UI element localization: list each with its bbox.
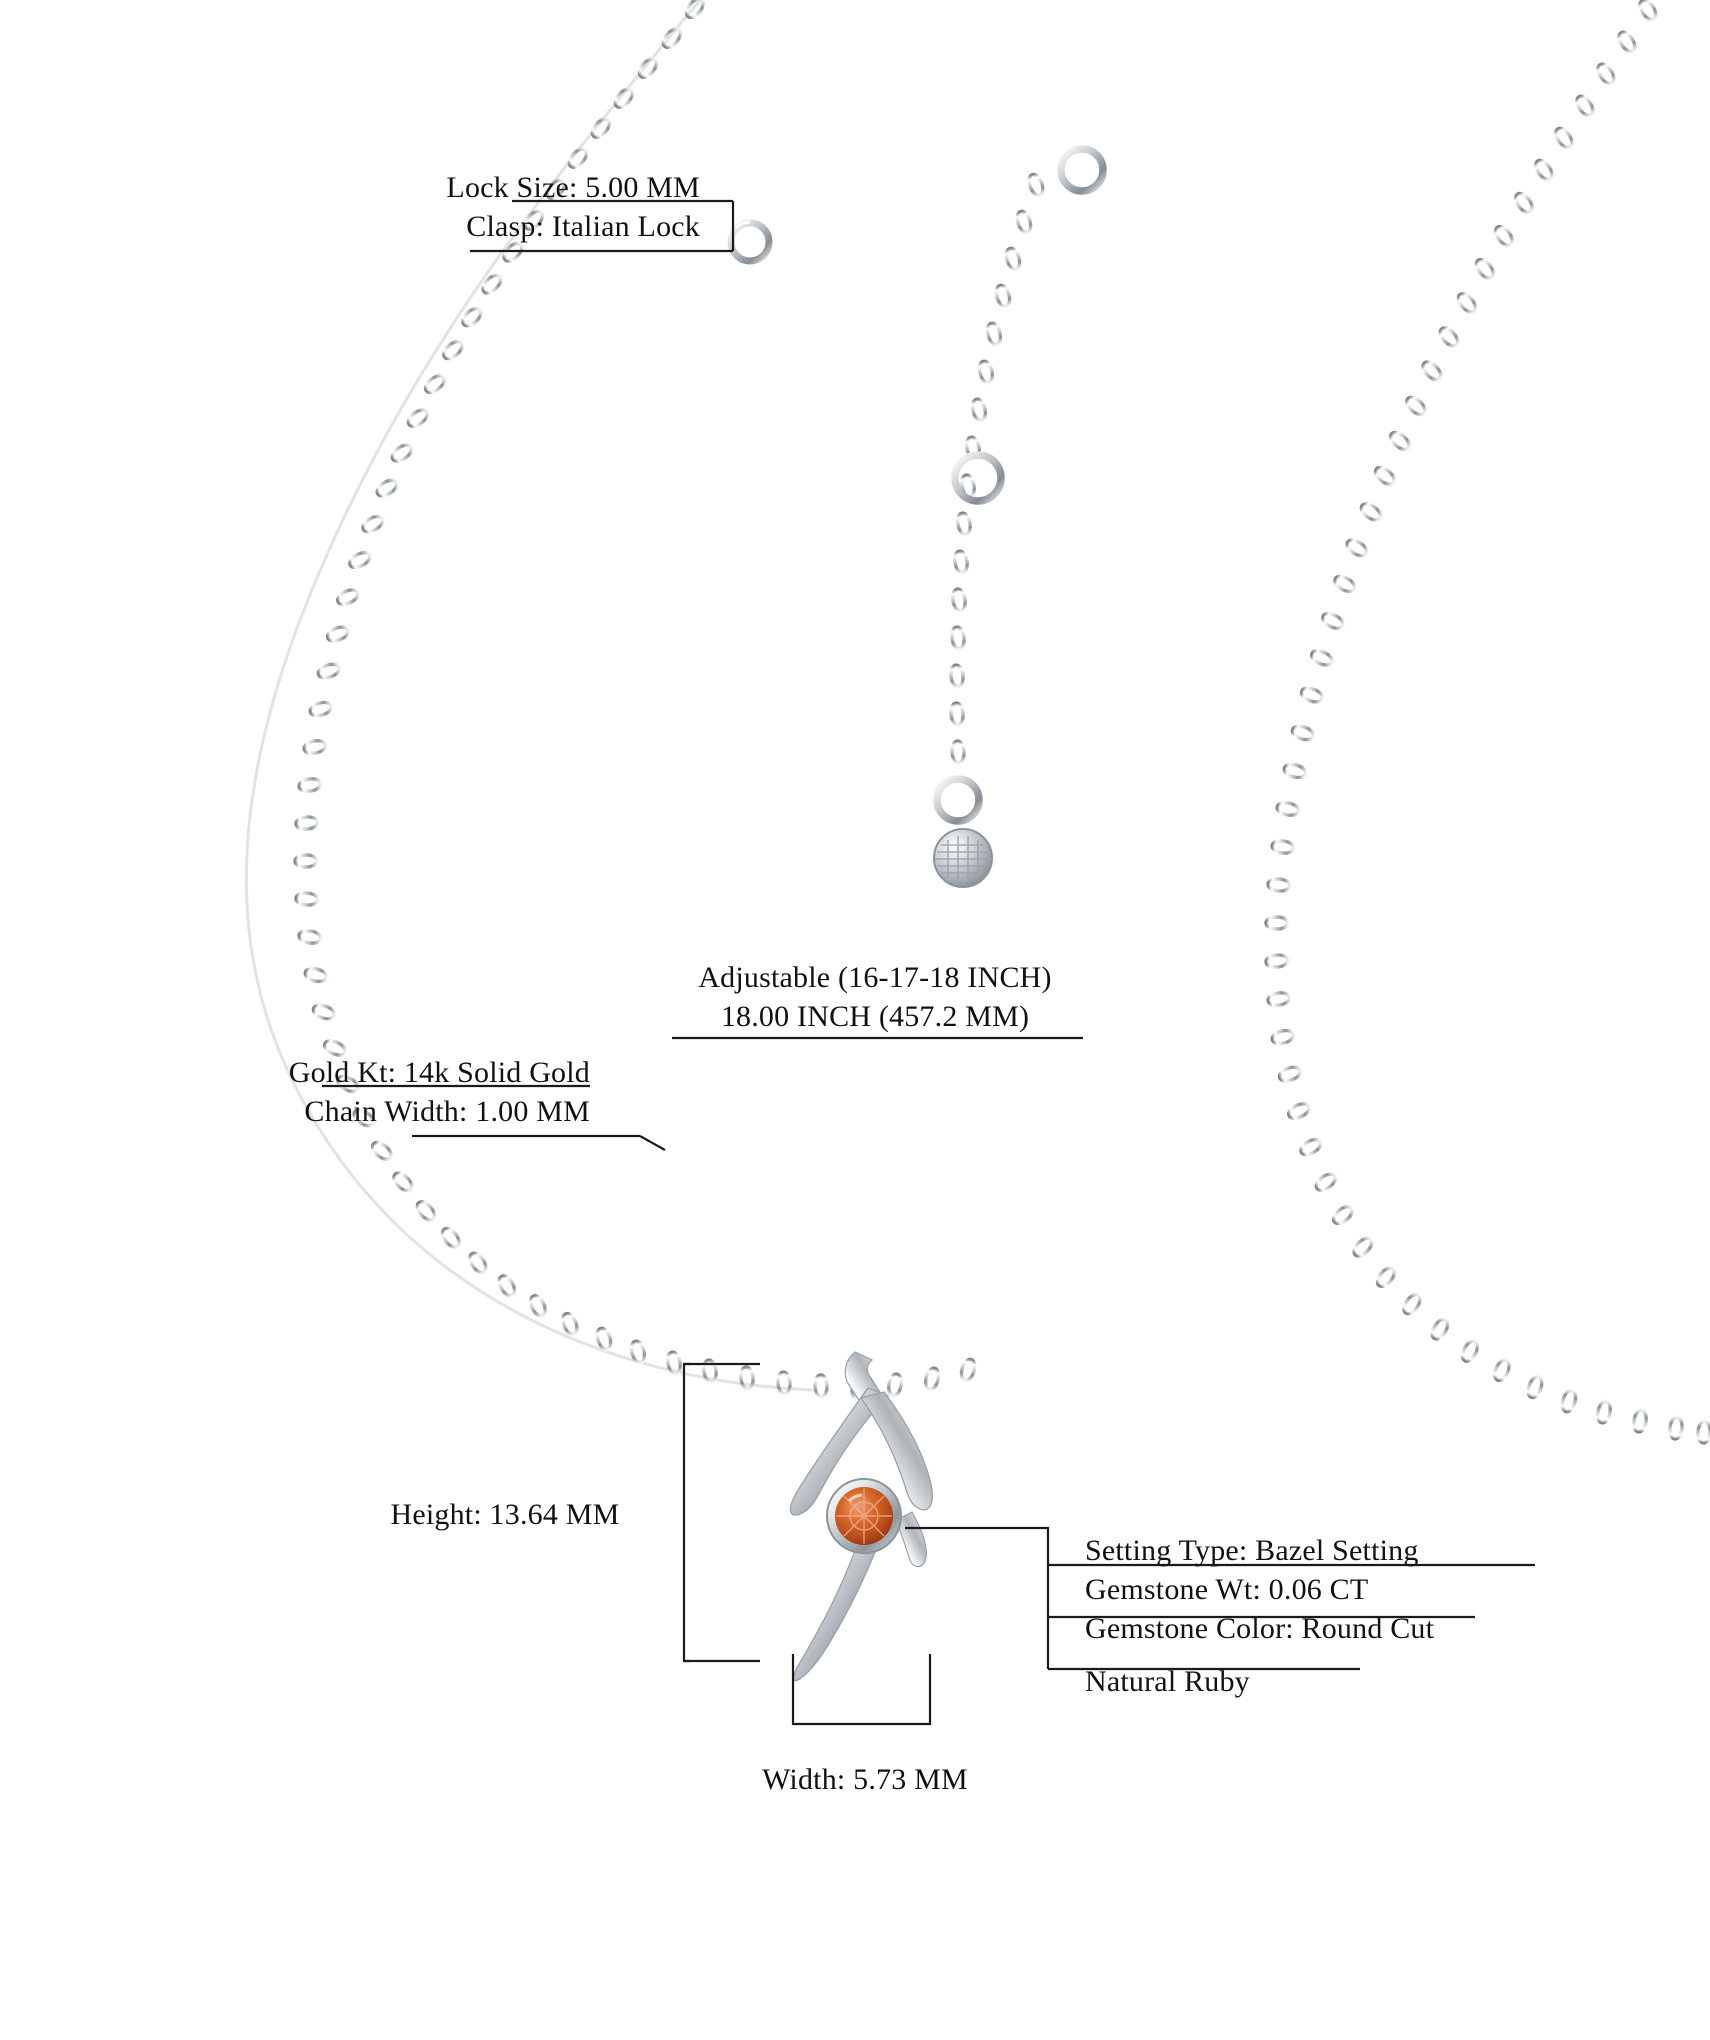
height-label: Height: 13.64 MM <box>390 1498 620 1531</box>
setting-type-label: Setting Type: Bazel Setting <box>1085 1534 1419 1567</box>
gemstone-color-label: Gemstone Color: Round Cut <box>1085 1612 1435 1645</box>
adjust-ring-16in <box>1061 149 1103 191</box>
leader-chain-width-tip <box>640 1136 665 1150</box>
chain-annotation <box>180 1053 590 1131</box>
end-disc-tag <box>934 829 992 887</box>
chain-right-strand <box>1266 0 1710 1443</box>
adjust-ring-18in <box>937 779 979 821</box>
clasp-label: Clasp: Italian Lock <box>466 210 700 243</box>
ruby-pendant <box>790 1352 932 1681</box>
italian-lock-clasp <box>731 222 769 261</box>
bezel-set-gemstone <box>827 1479 901 1553</box>
gemstone-annotation <box>1085 1531 1555 1701</box>
adjustable-extender-chain <box>934 149 1103 887</box>
chain-width-label: Chain Width: 1.00 MM <box>304 1095 590 1128</box>
lock-size-label: Lock Size: 5.00 MM <box>446 171 700 204</box>
total-length-label: 18.00 INCH (457.2 MM) <box>720 1000 1030 1033</box>
pendant-height-annotation <box>350 1495 660 1534</box>
clasp-annotation <box>330 168 700 246</box>
gemstone-weight-label: Gemstone Wt: 0.06 CT <box>1085 1573 1369 1606</box>
leader-height-bracket <box>684 1364 690 1661</box>
adjustable-length-label: Adjustable (16-17-18 INCH) <box>698 961 1052 994</box>
pendant-width-annotation <box>730 1760 1000 1799</box>
width-label: Width: 5.73 MM <box>762 1763 968 1796</box>
gold-kt-label: Gold Kt: 14k Solid Gold <box>288 1056 590 1089</box>
gemstone-name-label: Natural Ruby <box>1085 1665 1250 1698</box>
length-annotation <box>640 958 1110 1036</box>
